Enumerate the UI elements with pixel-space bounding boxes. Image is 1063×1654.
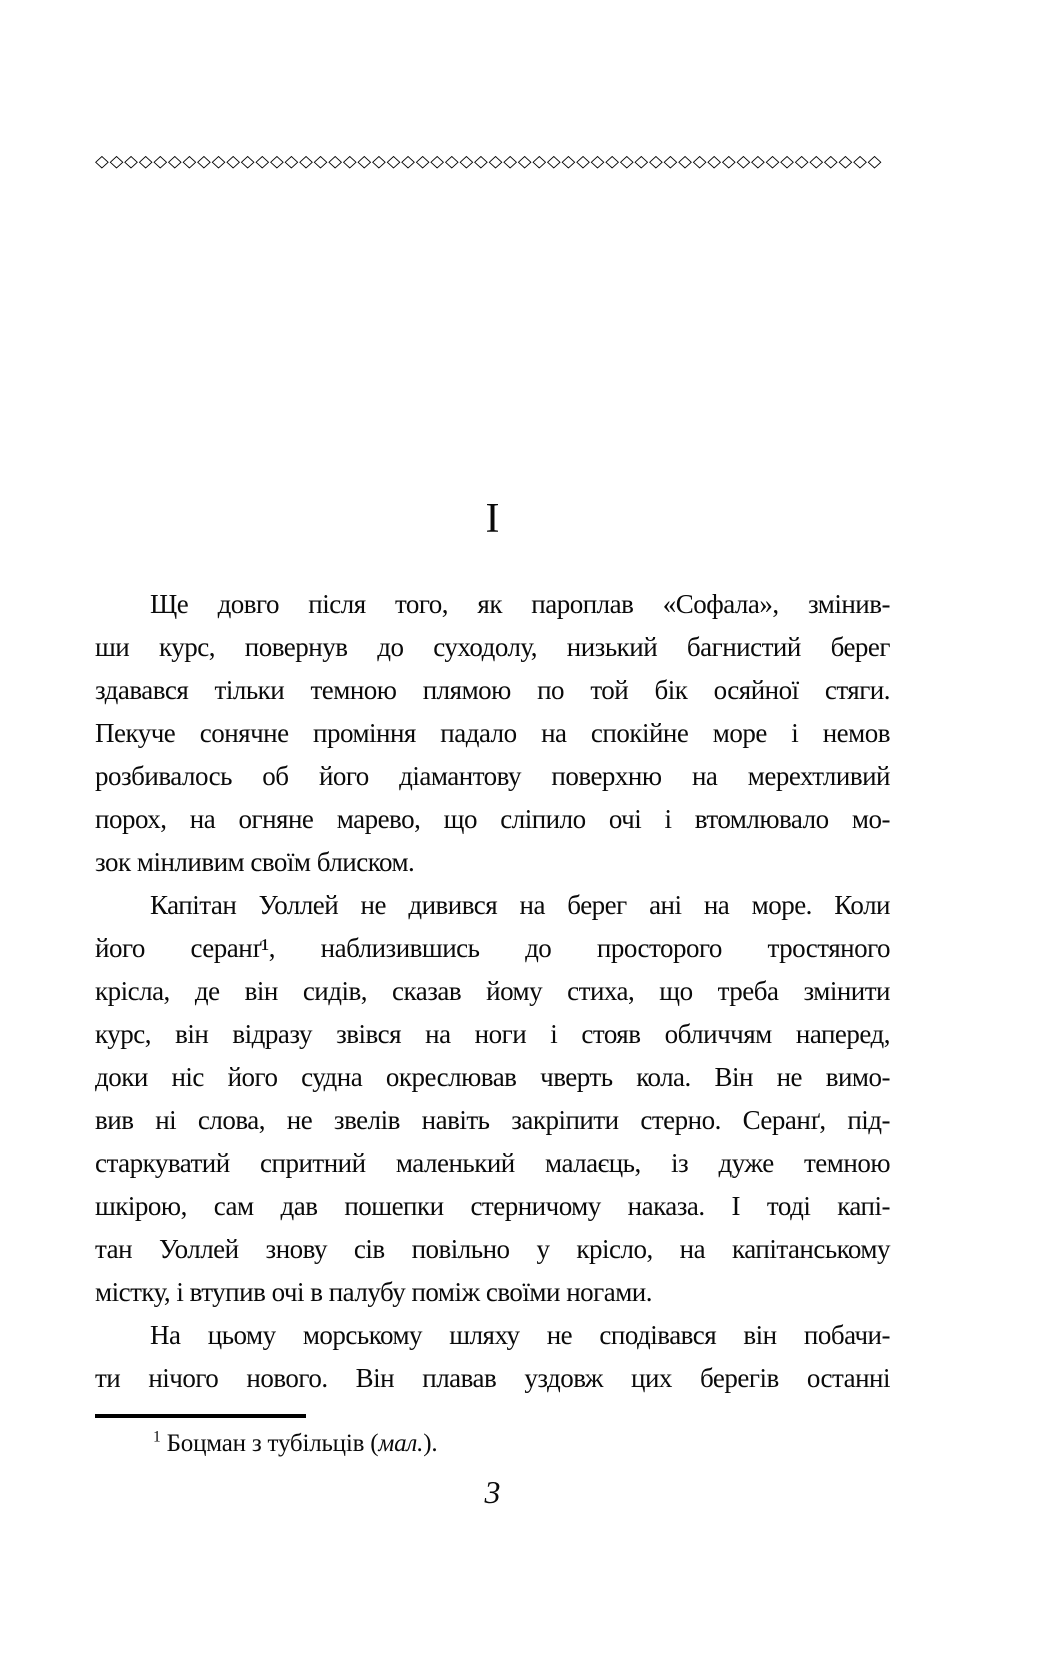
diamond-ornament-glyph: ◇ <box>138 151 153 172</box>
diamond-ornament-glyph: ◇ <box>692 151 707 172</box>
diamond-ornament-glyph: ◇ <box>488 151 503 172</box>
diamond-ornament-glyph: ◇ <box>444 151 459 172</box>
diamond-ornament-glyph: ◇ <box>823 151 838 172</box>
diamond-ornament-glyph: ◇ <box>415 151 430 172</box>
diamond-ornament-glyph: ◇ <box>182 151 197 172</box>
diamond-ornament-glyph: ◇ <box>342 151 357 172</box>
text-line: старкуватий спритний маленький малаєць, із дуже темною <box>95 1148 890 1178</box>
diamond-ornament-glyph: ◇ <box>794 151 809 172</box>
diamond-ornament-glyph: ◇ <box>663 151 678 172</box>
footnote-marker: 1 <box>153 1428 161 1446</box>
text-line: ши курс, повернув до суходолу, низький багнистий берег <box>95 632 890 662</box>
diamond-ornament-glyph: ◇ <box>386 151 401 172</box>
diamond-ornament-glyph: ◇ <box>648 151 663 172</box>
diamond-ornament-glyph: ◇ <box>619 151 634 172</box>
diamond-ornament-glyph: ◇ <box>284 151 299 172</box>
text-line: курс, він відразу звівся на ноги і стояв обличчям наперед, <box>95 1019 890 1049</box>
text-line: крісла, де він сидів, сказав йому стиха, що треба змінити <box>95 976 890 1006</box>
diamond-ornament-glyph: ◇ <box>853 151 867 172</box>
diamond-ornament-glyph: ◇ <box>211 151 226 172</box>
ornament-border <box>95 152 882 172</box>
page-number: 3 <box>484 1474 501 1510</box>
text-line: містку, і втупив очі в палубу поміж своїми ногами. <box>95 1277 653 1307</box>
text-line: порох, на огняне марево, що сліпило очі і втомлювало мо- <box>95 804 890 834</box>
diamond-ornament-glyph: ◇ <box>721 151 736 172</box>
diamond-ornament-glyph: ◇ <box>634 151 649 172</box>
diamond-ornament-glyph: ◇ <box>226 151 241 172</box>
diamond-ornament-glyph: ◇ <box>167 151 182 172</box>
footnote-italic-text: мал. <box>378 1430 424 1457</box>
text-line: На цьому морському шляху не сподівався він побачи- <box>150 1320 890 1350</box>
diamond-ornament-glyph: ◇ <box>109 151 124 172</box>
diamond-ornament-glyph: ◇ <box>736 151 751 172</box>
footnote-text: Боцман з тубільців ( <box>166 1430 379 1457</box>
diamond-ornament-glyph: ◇ <box>357 151 372 172</box>
text-line: Капітан Уоллей не дивився на берег ані на море. Коли <box>150 890 890 920</box>
diamond-ornament-glyph: ◇ <box>459 151 474 172</box>
diamond-ornament-glyph: ◇ <box>328 151 343 172</box>
diamond-ornament-glyph: ◇ <box>313 151 328 172</box>
diamond-ornament-glyph: ◇ <box>124 151 138 172</box>
diamond-ornament-glyph: ◇ <box>517 151 532 172</box>
footnote <box>95 1428 890 1460</box>
diamond-ornament-glyph: ◇ <box>269 151 284 172</box>
text-line: зок мінливим своїм блиском. <box>95 847 415 877</box>
footnote-rule <box>95 1414 306 1418</box>
diamond-ornament-glyph: ◇ <box>867 151 882 172</box>
diamond-ornament-glyph: ◇ <box>809 151 824 172</box>
text-line: ти нічого нового. Він плавав уздовж цих берегів останні <box>95 1363 890 1393</box>
chapter-heading: I <box>485 496 500 542</box>
diamond-ornament-glyph: ◇ <box>605 151 620 172</box>
diamond-ornament-glyph: ◇ <box>576 151 590 172</box>
text-line: доки ніс його судна окреслював чверть кола. Він не вимо- <box>95 1062 890 1092</box>
text-line: Ще довго після того, як пароплав «Софала», змінив- <box>150 589 890 619</box>
text-line: тан Уоллей знову сів повільно у крісло, на капітанському <box>95 1234 890 1264</box>
diamond-ornament-glyph: ◇ <box>546 151 561 172</box>
body-text <box>95 583 890 1400</box>
footnote-text-end: ). <box>423 1430 438 1457</box>
text-line: вив ні слова, не звелів навіть закріпити стерно. Серанґ, під- <box>95 1105 890 1135</box>
diamond-ornament-glyph: ◇ <box>371 151 386 172</box>
diamond-ornament-glyph: ◇ <box>751 151 765 172</box>
diamond-ornament-glyph: ◇ <box>153 151 168 172</box>
text-line: здавався тільки темною плямою по той бік осяйної стяги. <box>95 675 890 705</box>
diamond-ornament-glyph: ◇ <box>561 151 576 172</box>
diamond-ornament-glyph: ◇ <box>678 151 692 172</box>
diamond-ornament-glyph: ◇ <box>401 151 415 172</box>
diamond-ornament-glyph: ◇ <box>197 151 211 172</box>
diamond-ornament-glyph: ◇ <box>474 151 488 172</box>
diamond-ornament-glyph: ◇ <box>240 151 255 172</box>
diamond-ornament-glyph: ◇ <box>532 151 547 172</box>
diamond-ornament-glyph: ◇ <box>838 151 853 172</box>
diamond-ornament-glyph: ◇ <box>780 151 795 172</box>
text-line: його серанґ¹, наблизившись до просторого тростяного <box>95 933 890 963</box>
diamond-ornament-glyph: ◇ <box>503 151 518 172</box>
text-line: шкірою, сам дав пошепки стерничому наказа. І тоді капі- <box>95 1191 890 1221</box>
diamond-ornament-glyph: ◇ <box>255 151 270 172</box>
diamond-ornament-glyph: ◇ <box>299 151 313 172</box>
diamond-ornament-glyph: ◇ <box>765 151 780 172</box>
diamond-ornament-glyph: ◇ <box>430 151 445 172</box>
text-line: Пекуче сонячне проміння падало на спокійне море і немов <box>95 718 890 748</box>
text-line: розбивалось об його діамантову поверхню на мерехтливий <box>95 761 890 791</box>
diamond-ornament-glyph: ◇ <box>590 151 605 172</box>
diamond-ornament-glyph: ◇ <box>95 151 109 172</box>
diamond-ornament-glyph: ◇ <box>707 151 722 172</box>
